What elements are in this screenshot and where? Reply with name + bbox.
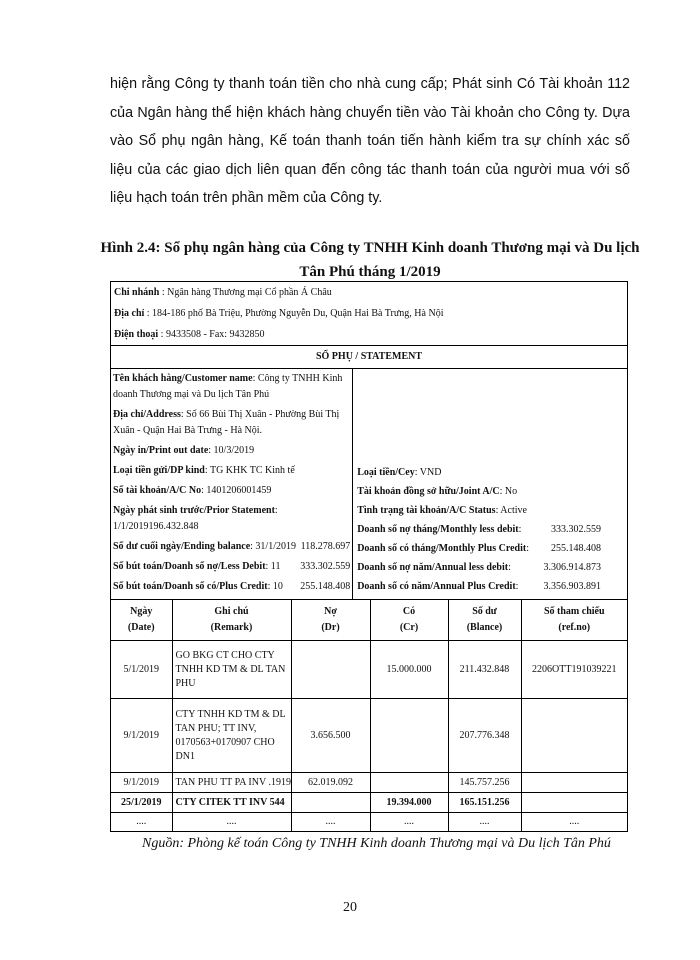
page-number: 20 <box>343 900 357 915</box>
ending-balance: Số dư cuối ngày/Ending balance: 31/1/2019 118.278.697 <box>113 541 351 552</box>
account-info <box>111 369 627 600</box>
prior-statement: Ngày phát sinh trước/Prior Statement: 1/1/2019196.432.848 <box>113 505 278 532</box>
plus-credit: Số bút toán/Doanh số có/Plus Credit: 10 255.148.408 <box>113 581 351 592</box>
address-value: : 184-186 phố Bà Triệu, Phường Nguyễn Du, Quận Hai Bà Trưng, Hà Nội <box>146 308 444 319</box>
deposit-kind: Loại tiền gửi/DP kind: TG KHK TC Kinh tế <box>113 465 295 476</box>
customer-name: Tên khách hàng/Customer name: Công ty TNHH Kinh doanh Thương mại và Du lịch Tân Phú <box>113 373 343 400</box>
table-row: 5/1/2019 GO BKG CT CHO CTY TNHH KD TM & DL TAN PHU 15.000.000 211.432.848 2206OTT191039221 <box>111 641 627 699</box>
figure-caption: Hình 2.4: Sổ phụ ngân hàng của Công ty TNHH Kinh doanh Thương mại và Du lịch Tân Phú tháng 1/2019 <box>100 240 640 280</box>
address-label: Địa chỉ <box>114 308 145 319</box>
transactions-table <box>111 600 627 831</box>
col-date: Ngày (Date) <box>111 600 172 641</box>
bank-statement <box>110 281 628 832</box>
table-row: .... .... .... .... .... .... <box>111 813 627 831</box>
col-debit: Nợ (Dr) <box>291 600 370 641</box>
body-paragraph: hiện rằng Công ty thanh toán tiền cho nhà cung cấp; Phát sinh Có Tài khoản 112 của Ngân hàng thể hiện khách hàng chuyển tiền vào Tài khoản cho Công ty. Dựa vào Sổ phụ ngân hàng, Kế toán thanh toán tiến hành kiểm tra sự chính xác số liệu của các giao dịch liên quan đến công tác thanh toán của người mua với số liệu hạch toán trên phần mềm của Công ty. <box>110 76 630 206</box>
col-ref: Số tham chiếu (ref.no) <box>521 600 627 641</box>
account-number: Số tài khoản/A/C No: 1401206001459 <box>113 485 272 496</box>
joint-account: Tài khoản đồng sở hữu/Joint A/C: No <box>357 486 518 497</box>
col-balance: Số dư (Blance) <box>448 600 521 641</box>
branch-row <box>111 282 627 303</box>
less-debit: Số bút toán/Doanh số nợ/Less Debit: 11 333.302.559 <box>113 561 351 572</box>
branch-value: : Ngân hàng Thương mại Cổ phần Á Châu <box>161 287 332 298</box>
customer-info <box>111 369 353 599</box>
address-row <box>111 303 627 324</box>
print-date: Ngày in/Print out date: 10/3/2019 <box>113 445 255 456</box>
currency: Loại tiền/Cey: VND <box>357 467 442 478</box>
table-header-row <box>111 600 627 641</box>
statement-title: SỔ PHỤ / STATEMENT <box>111 345 627 369</box>
monthly-plus-credit: Doanh số có tháng/Monthly Plus Credit: 255.148.408 <box>357 543 601 554</box>
annual-plus-credit: Doanh số có năm/Annual Plus Credit: 3.356.903.891 <box>357 581 601 592</box>
account-status: Tình trạng tài khoản/A/C Status: Active <box>357 505 527 516</box>
phone-row <box>111 324 627 345</box>
phone-label: Điện thoại <box>114 329 159 340</box>
branch-label: Chi nhánh <box>114 287 160 298</box>
source-note: Nguồn: Phòng kế toán Công ty TNHH Kinh doanh Thương mại và Du lịch Tân Phú <box>142 836 611 851</box>
col-credit: Có (Cr) <box>370 600 448 641</box>
account-summary <box>353 369 627 599</box>
phone-value: : 9433508 - Fax: 9432850 <box>160 329 265 340</box>
table-row: 25/1/2019 CTY CITEK TT INV 544 19.394.000 165.151.256 <box>111 793 627 813</box>
annual-less-debit: Doanh số nợ năm/Annual less debit: 3.306.914.873 <box>357 562 601 573</box>
col-remark: Ghi chú (Remark) <box>172 600 291 641</box>
table-row: 9/1/2019 TAN PHU TT PA INV .1919 62.019.092 145.757.256 <box>111 773 627 793</box>
monthly-less-debit: Doanh số nợ tháng/Monthly less debit: 333.302.559 <box>357 524 601 535</box>
customer-address: Địa chỉ/Address: Số 66 Bùi Thị Xuân - Phường Bùi Thị Xuân - Quận Hai Bà Trưng - Hà Nội. <box>113 409 340 436</box>
table-row: 9/1/2019 CTY TNHH KD TM & DL TAN PHU; TT INV, 0170563+0170907 CHO DN1 3.656.500 207.776.348 <box>111 699 627 773</box>
